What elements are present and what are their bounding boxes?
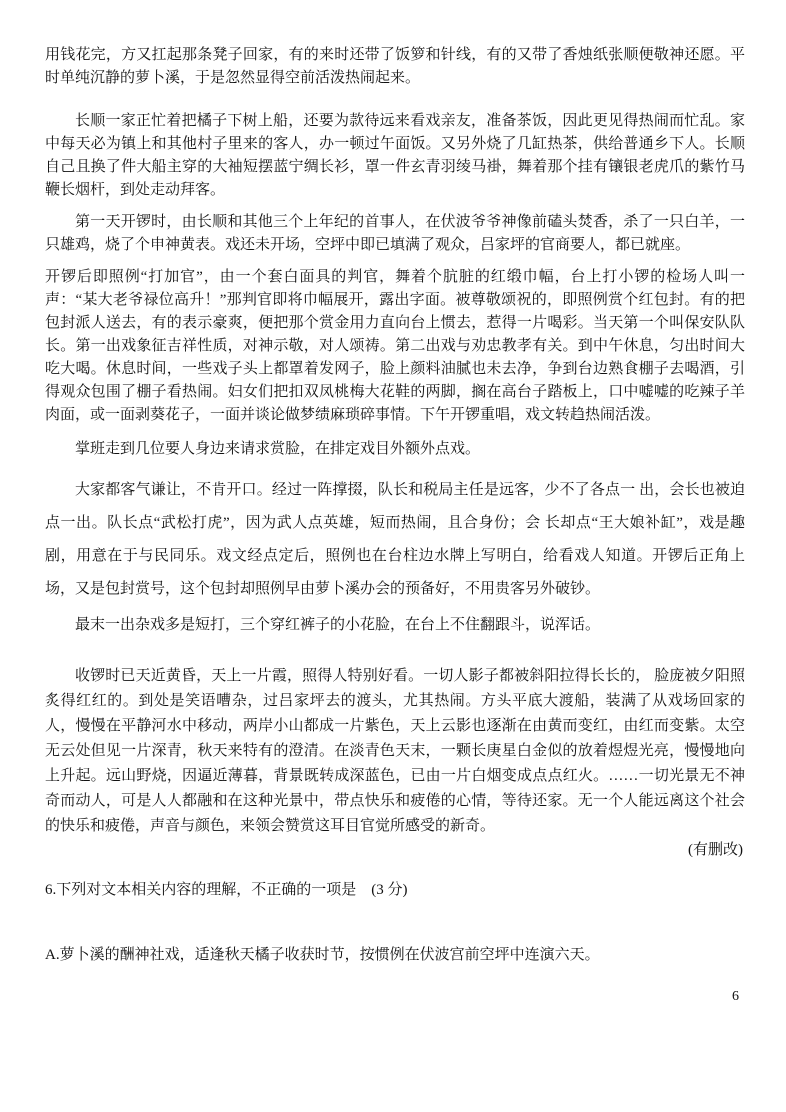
page-number: 6	[732, 989, 739, 1004]
paragraph-6: 大家都客气谦让，不肯开口。经过一阵撑掇，队长和税局主任是远客，少不了各点一 出，会长也被迫点一出。队长点“武松打虎”，因为武人点英雄，短而热闹，且合身份；会 长却点“王大娘补缸”，戏是趣剧，用意在于与民同乐。戏文经点定后，照例也在台柱边水牌上写明白，给看戏人知道。开锣后正角上场，又是包封赏号，这个包封却照例早由萝卜溪办会的预备好，不用贵客另外破钞。	[45, 482, 745, 597]
attribution-note: (有删改)	[688, 842, 743, 858]
paragraph-3: 第一天开锣时，由长顺和其他三个上年纪的首事人，在伏波爷爷神像前磕头焚香，杀了一只白羊，一只雄鸡，烧了个申神黄表。戏还未开场，空坪中即已填满了观众，吕家坪的官商要人，都已就座。	[45, 214, 745, 253]
paragraph-7: 最末一出杂戏多是短打，三个穿红裤子的小花脸，在台上不住翻跟斗，说浑话。	[75, 617, 601, 633]
paragraph-8: 收锣时已天近黄昏，天上一片霞，照得人特别好看。一切人影子都被斜阳拉得长长的， 脸庞被夕阳照炙得红红的。到处是笑语嘈杂，过吕家坪去的渡头，尤其热闹。方头平底大渡船，装满了从戏场回家的人，慢慢在平静河水中移动，两岸小山都成一片紫色，天上云影也逐渐在由黄而变红，由红而变紫。太空无云处但见一片深青，秋天来特有的澄清。在淡青色天末，一颗长庚星白金似的放着煜煜光亮，慢慢地向上升起。远山野烧，因逼近薄暮，背景既转成深蓝色，已由一片白烟变成点点红火。……一切光景无不神奇而动人，可是人人都融和在这种光景中，带点快乐和疲倦的心情，等待还家。无一个人能远离这个社会的快乐和疲倦，声音与颜色，来领会赞赏这耳目官觉所感受的新奇。	[45, 668, 745, 834]
paragraph-4: 开锣后即照例“打加官”，由一个套白面具的判官，舞着个肮脏的红缎巾幅，台上打小锣的检场人叫一声：“某大老爷禄位高升！”那判官即将巾幅展开，露出字面。被尊敬颂祝的，即照例赏个红包封。有的把包封派人送去，有的表示豪爽，便把那个赏金用力直向台上惯去，惹得一片喝彩。当天第一个叫保安队队长。第一出戏象征吉祥性质，对神示敬，对人颂祷。第二出戏与劝忠教孝有关。到中午休息，匀出时间大吃大喝。休息时间，一些戏子头上都罩着发网子，脸上颜料油腻也未去净，争到台边熟食棚子去喝酒，引得观众包围了棚子看热闹。妇女们把扣双凤桃梅大花鞋的两脚，搁在高台子踏板上，口中嘘嘘的吃辣子羊肉面，或一面剥葵花子，一面并谈论做梦绩麻琐碎事情。下午开锣重唱，戏文转趋热闹活泼。	[45, 269, 745, 423]
paragraph-5: 掌班走到几位要人身边来请求赏脸，在排定戏目外额外点戏。	[75, 441, 481, 457]
question-stem: 6.下列对文本相关内容的理解，不正确的一项是 (3 分)	[45, 882, 408, 898]
paragraph-2: 长顺一家正忙着把橘子下树上船，还要为款待远来看戏亲友，准备茶饭，因此更见得热闹而忙乱。家中每天必为镇上和其他村子里来的客人，办一顿过午面饭。又另外烧了几缸热茶，供给普通乡下人。长顺自己且换了件大船主穿的大袖短摆蓝宁绸长衫，罩一件玄青羽绫马褂，舞着那个挂有镶银老虎爪的紫竹马鞭长烟杆，到处走动拜客。	[45, 113, 745, 198]
option-a: A.萝卜溪的酬神社戏，适逢秋天橘子收获时节，按惯例在伏波宫前空坪中连演六天。	[45, 947, 600, 963]
paragraph-1: 用钱花完，方又扛起那条凳子回家，有的来时还带了饭箩和针线，有的又带了香烛纸张顺便敬神还愿。平时单纯沉静的萝卜溪，于是忽然显得空前活泼热闹起来。	[45, 47, 745, 86]
